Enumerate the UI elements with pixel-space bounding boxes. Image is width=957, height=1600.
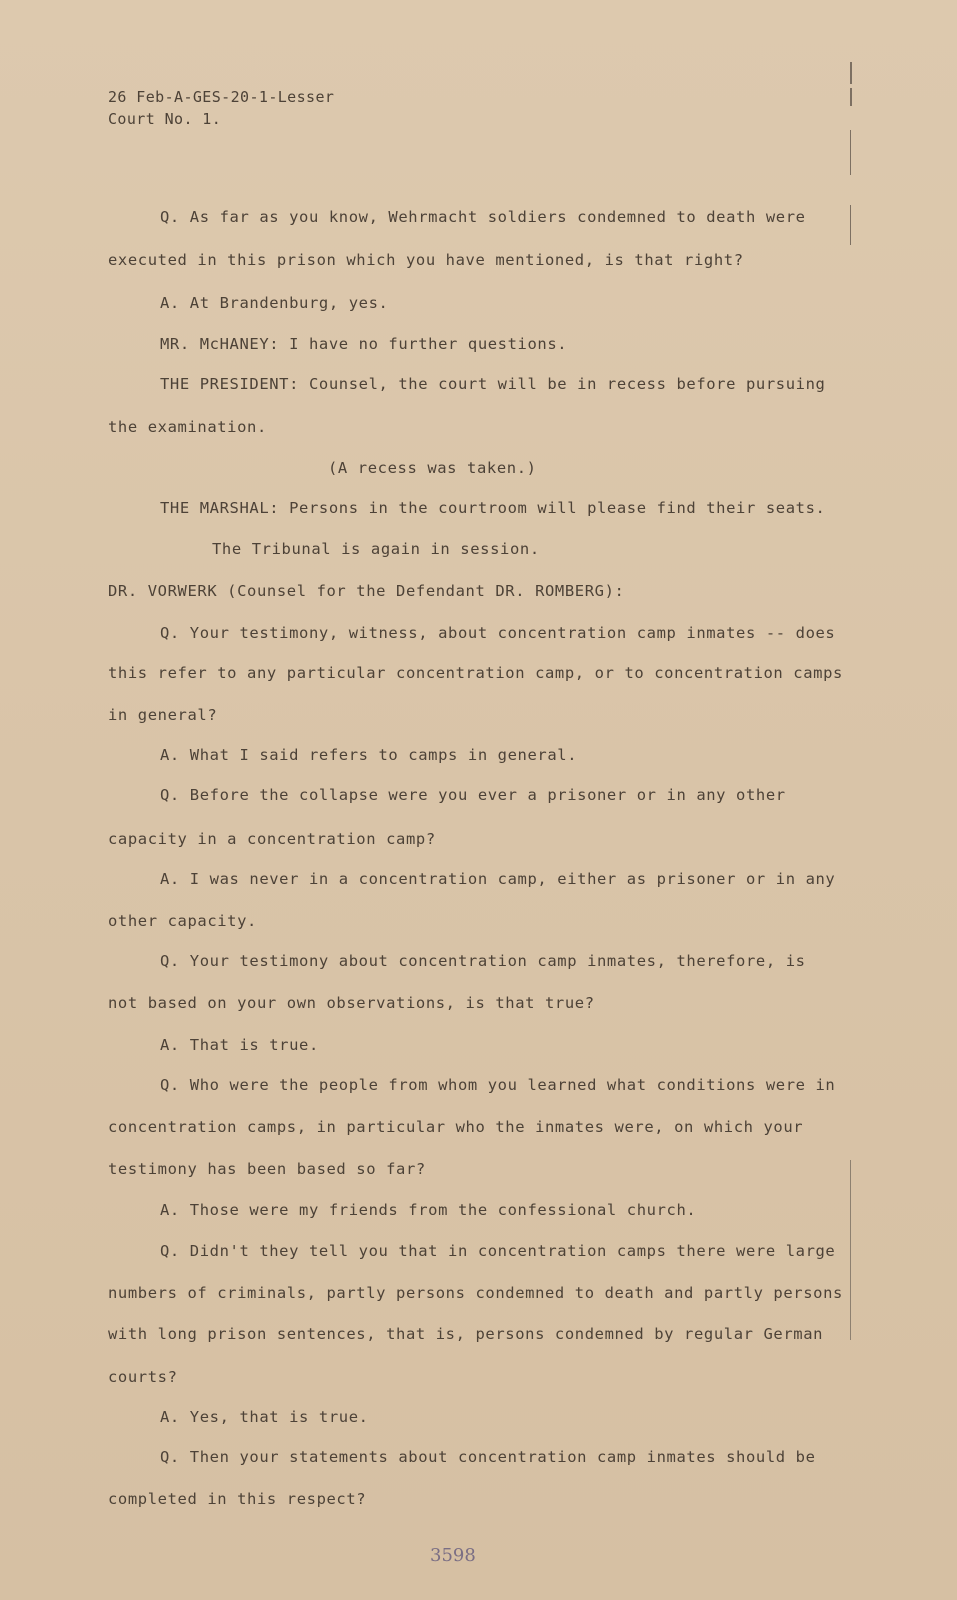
page-number: 3598	[430, 1545, 476, 1566]
text-line: A. Yes, that is true.	[160, 1408, 369, 1426]
margin-mark	[850, 130, 851, 175]
text-line: executed in this prison which you have mentioned, is that right?	[108, 251, 744, 269]
text-line: Q. Who were the people from whom you learned what conditions were in	[160, 1076, 836, 1094]
margin-mark	[850, 88, 852, 106]
text-line: Q. Your testimony, witness, about concentration camp inmates -- does	[160, 624, 836, 642]
text-line: capacity in a concentration camp?	[108, 830, 436, 848]
text-line: A. That is true.	[160, 1036, 319, 1054]
text-line: (A recess was taken.)	[328, 459, 537, 477]
text-line: A. What I said refers to camps in general.	[160, 746, 578, 764]
margin-mark	[850, 205, 851, 245]
text-line: Q. Your testimony about concentration camp inmates, therefore, is	[160, 952, 806, 970]
margin-mark	[850, 62, 852, 84]
text-line: numbers of criminals, partly persons condemned to death and partly persons	[108, 1284, 843, 1302]
text-line: in general?	[108, 706, 218, 724]
text-line: this refer to any particular concentration camp, or to concentration camps	[108, 664, 843, 682]
text-line: the examination.	[108, 418, 267, 436]
margin-mark	[850, 1160, 851, 1340]
text-line: Q. As far as you know, Wehrmacht soldiers condemned to death were	[160, 208, 806, 226]
text-line: concentration camps, in particular who the inmates were, on which your	[108, 1118, 804, 1136]
text-line: THE PRESIDENT: Counsel, the court will be in recess before pursuing	[160, 375, 826, 393]
text-line: other capacity.	[108, 912, 257, 930]
text-line: A. At Brandenburg, yes.	[160, 294, 389, 312]
text-line: A. I was never in a concentration camp, either as prisoner or in any	[160, 870, 836, 888]
text-line: testimony has been based so far?	[108, 1160, 426, 1178]
text-line: DR. VORWERK (Counsel for the Defendant DR. ROMBERG):	[108, 582, 625, 600]
text-line: with long prison sentences, that is, persons condemned by regular German	[108, 1325, 824, 1343]
text-line: completed in this respect?	[108, 1490, 367, 1508]
text-line: A. Those were my friends from the confessional church.	[160, 1201, 697, 1219]
text-line: Q. Before the collapse were you ever a prisoner or in any other	[160, 786, 786, 804]
text-line: Q. Didn't they tell you that in concentration camps there were large	[160, 1242, 836, 1260]
header-line-2: Court No. 1.	[108, 110, 222, 128]
header-line-1: 26 Feb-A-GES-20-1-Lesser	[108, 88, 335, 106]
text-line: courts?	[108, 1368, 178, 1386]
text-line: MR. McHANEY: I have no further questions.	[160, 335, 568, 353]
text-line: THE MARSHAL: Persons in the courtroom will please find their seats.	[160, 499, 826, 517]
text-line: Q. Then your statements about concentration camp inmates should be	[160, 1448, 816, 1466]
text-line: not based on your own observations, is that true?	[108, 994, 595, 1012]
text-line: The Tribunal is again in session.	[212, 540, 540, 558]
